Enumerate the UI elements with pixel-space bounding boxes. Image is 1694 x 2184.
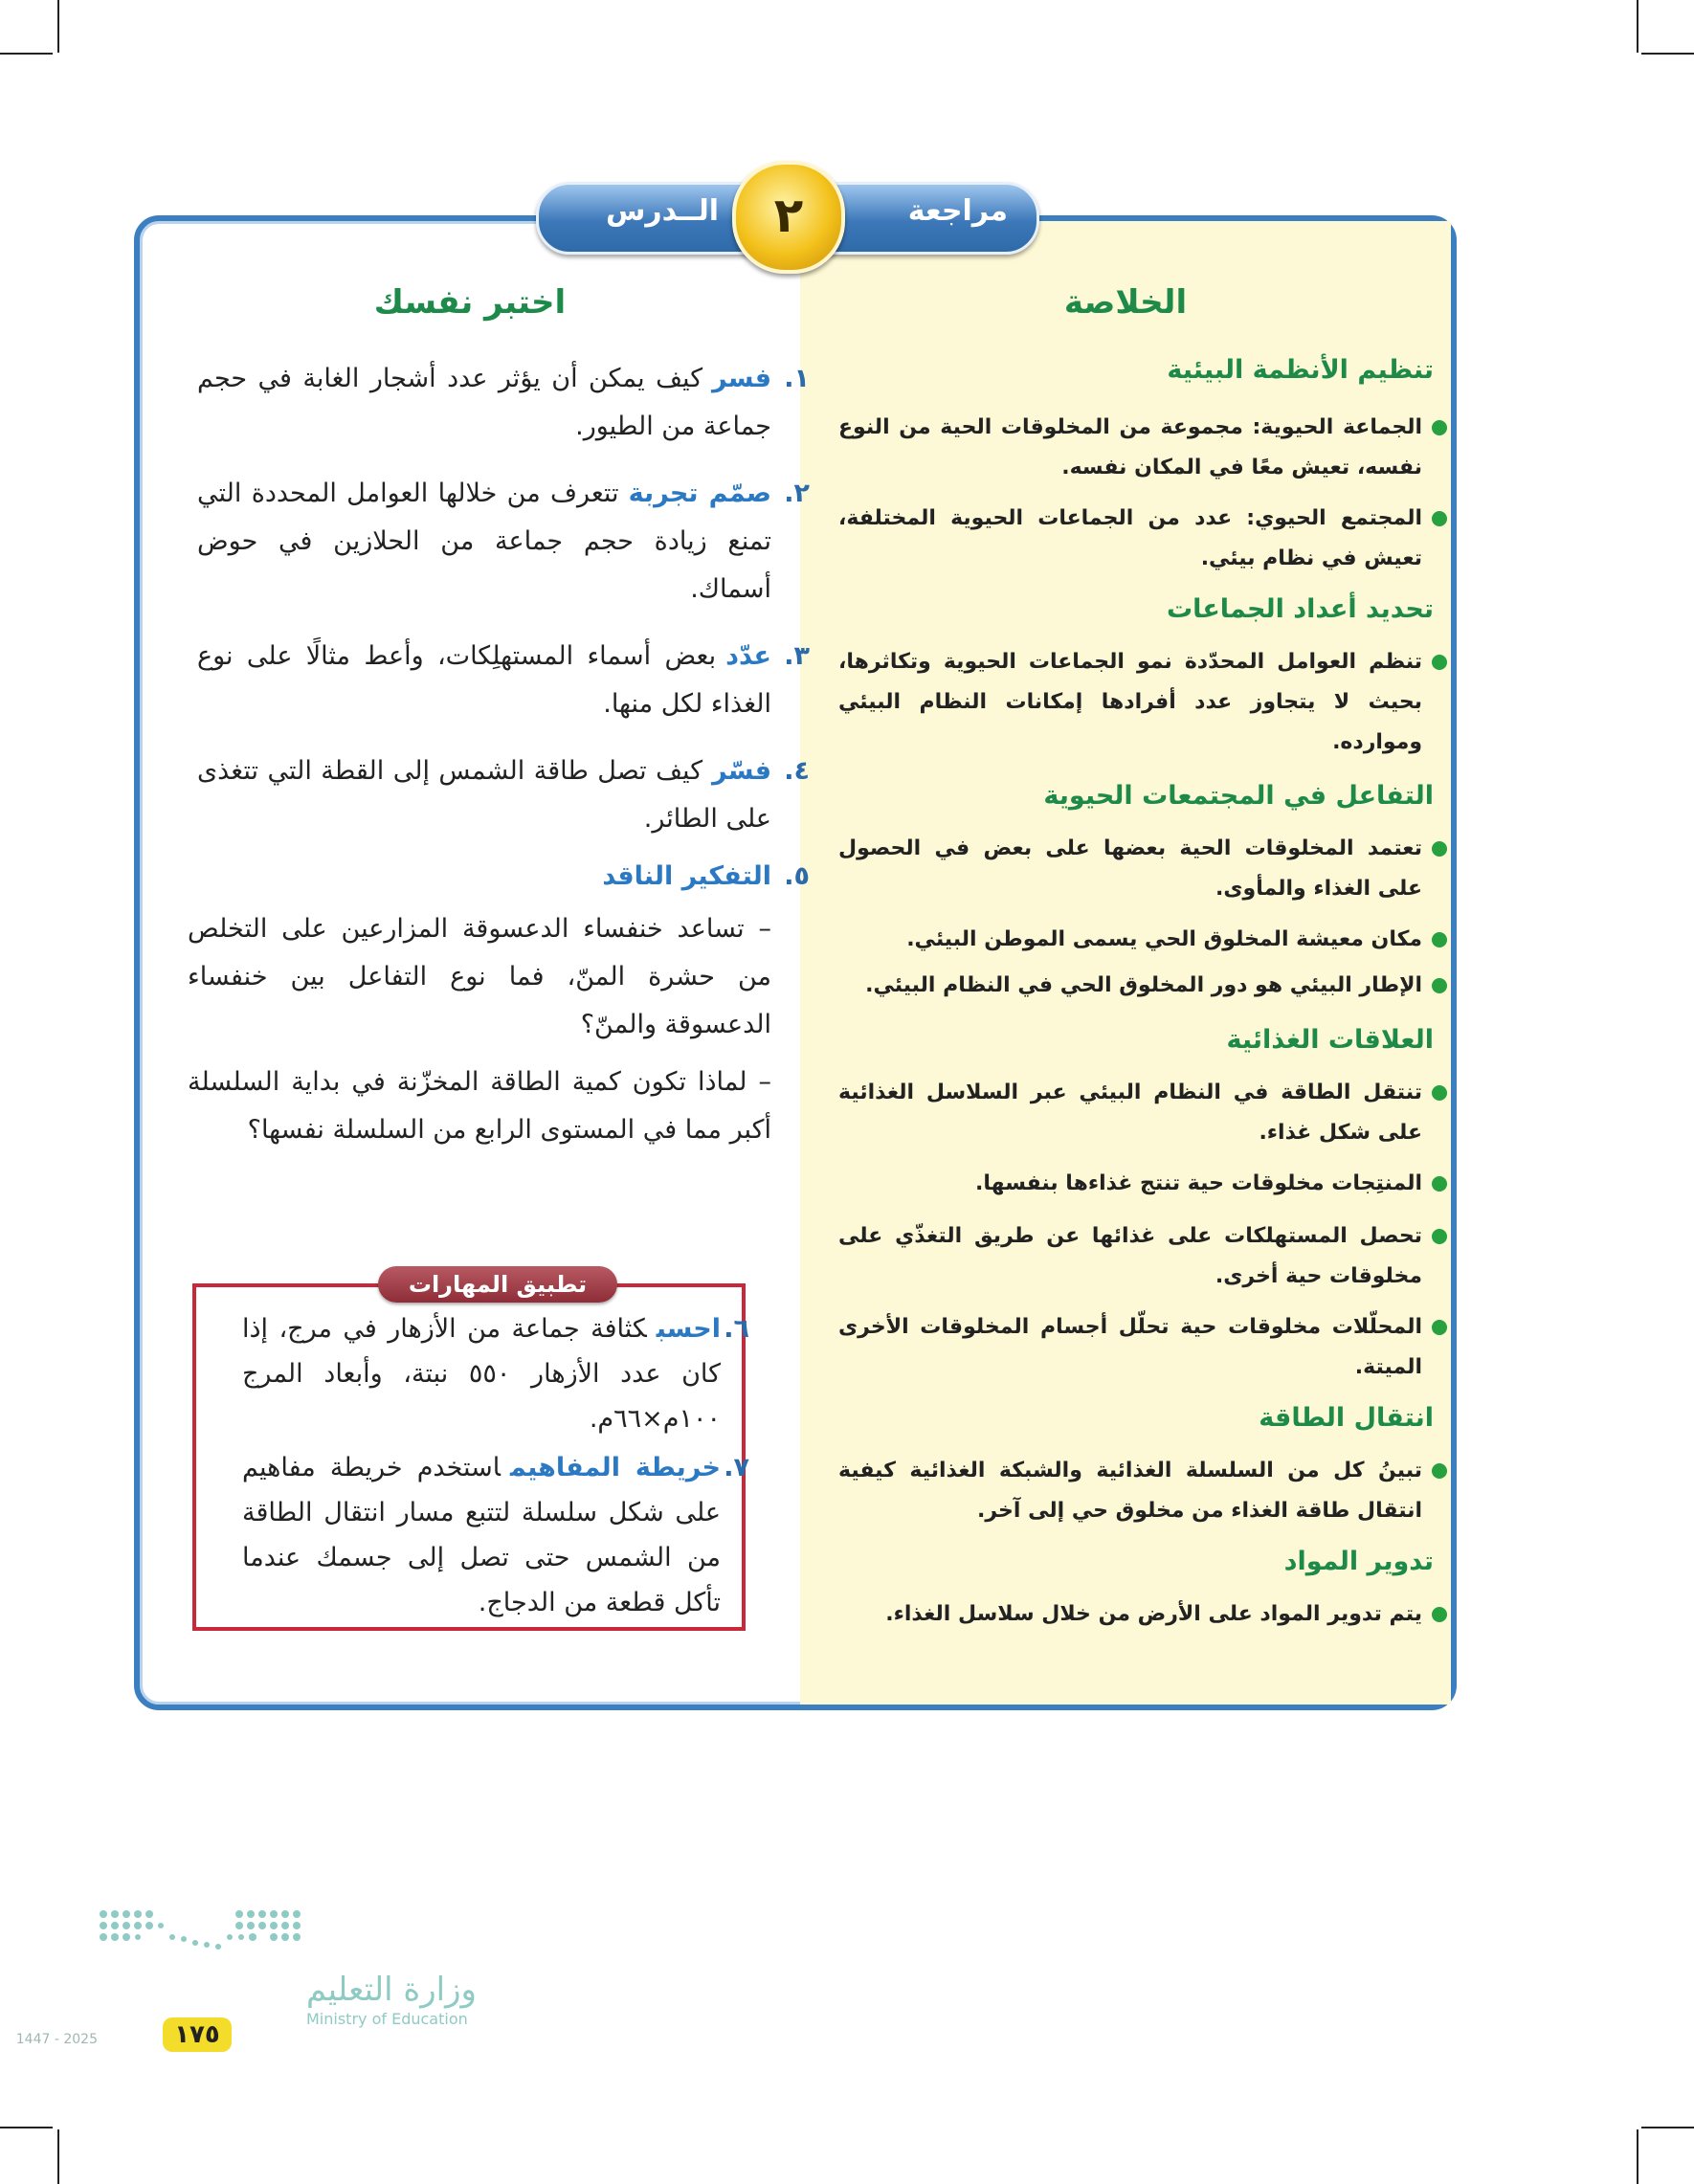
section-heading: انتقال الطاقة xyxy=(1259,1403,1434,1433)
bullet-dot-icon xyxy=(1432,1463,1447,1479)
self-test-title: اختبر نفسك xyxy=(373,283,567,322)
bullet-dot-icon xyxy=(1432,1320,1447,1335)
section-heading: تحديد أعداد الجماعات xyxy=(1167,594,1434,624)
bullet-dot-icon xyxy=(1432,420,1447,435)
section-heading: التفاعل في المجتمعات الحيوية xyxy=(1043,781,1434,811)
critical-thinking-item: – لماذا تكون كمية الطاقة المخزّنة في بداية السلسلة أكبر مما في المستوى الرابع من السلسلة نفسها؟ xyxy=(188,1067,771,1145)
summary-bullet: تبينُ كل من السلسلة الغذائية والشبكة الغذائية كيفية انتقال طاقة الغذاء من مخلوق حي إلى آخر. xyxy=(838,1451,1422,1531)
question-item: ٣. عدّدبعض أسماء المستهلِكات، وأعط مثالًا على نوع الغذاء لكل منها. xyxy=(197,641,810,719)
bullet-dot-icon xyxy=(1432,841,1447,857)
crop-mark xyxy=(57,2129,59,2184)
bullet-dot-icon xyxy=(1432,1176,1447,1192)
crop-mark xyxy=(1641,2127,1694,2128)
skills-tab: تطبيق المهارات xyxy=(378,1266,617,1303)
bullet-dot-icon xyxy=(1432,932,1447,947)
critical-thinking-item: – تساعد خنفساء الدعسوقة المزارعين على التخلص من حشرة المنّ، فما نوع التفاعل بين خنفساء الدعسوقة والمنّ؟ xyxy=(188,914,771,1039)
svg-text:وزارة التعليم: وزارة التعليم xyxy=(306,1971,477,2009)
summary-title: الخلاصة xyxy=(1063,283,1188,322)
question-item: ٤. فسّركيف تصل طاقة الشمس إلى القطة التي تتغذى على الطائر. xyxy=(197,756,810,834)
summary-bullet: تحصل المستهلكات على غذائها عن طريق التغذّي على مخلوقات حية أخرى. xyxy=(838,1216,1422,1297)
summary-bullet: الإطار البيئي هو دور المخلوق الحي في النظام البيئي. xyxy=(838,966,1422,1006)
skills-question: ٧. خريطة المفاهيماستخدم خريطة مفاهيم على شكل سلسلة لتتبع مسار انتقال الطاقة من الشمس حتى تصل إلى جسمك عندما تأكل قطعة من الدجاج. xyxy=(242,1453,749,1617)
bullet-dot-icon xyxy=(1432,511,1447,526)
summary-bullet: تنتقل الطاقة في النظام البيئي عبر السلاسل الغذائية على شكل غذاء. xyxy=(838,1073,1422,1153)
crop-mark xyxy=(0,2127,53,2128)
page-number: ١٧٥ xyxy=(163,2017,232,2052)
bullet-dot-icon xyxy=(1432,978,1447,993)
summary-panel xyxy=(800,221,1451,1705)
banner-review-label: مراجعة xyxy=(907,194,1008,228)
skills-question: ٦. احسبكثافة جماعة من الأزهار في مرج، إذا كان عدد الأزهار ٥٥٠ نبتة، وأبعاد المرج ١٠٠م×٦٦م. xyxy=(242,1314,749,1434)
section-heading: تدوير المواد xyxy=(1283,1547,1434,1576)
crop-mark xyxy=(1637,0,1638,53)
bullet-dot-icon xyxy=(1432,1607,1447,1622)
summary-bullet: المجتمع الحيوي: عدد من الجماعات الحيوية المختلفة، تعيش في نظام بيئي. xyxy=(838,499,1422,579)
skills-application-box xyxy=(192,1271,749,1631)
bullet-dot-icon xyxy=(1432,1085,1447,1101)
summary-bullet: الجماعة الحيوية: مجموعة من المخلوقات الحية من النوع نفسه، تعيش معًا في المكان نفسه. xyxy=(838,408,1422,488)
lesson-number-badge: ٢ xyxy=(732,161,845,274)
crop-mark xyxy=(57,0,59,53)
bullet-dot-icon xyxy=(1432,1229,1447,1244)
banner-lesson-label: الــدرس xyxy=(606,194,720,228)
question-item: ٢. صمّم تجربةتتعرف من خلالها العوامل المحددة التي تمنع زيادة حجم جماعة من الحلازين في حوض أسماك. xyxy=(197,479,810,604)
summary-bullet: المحلّلات مخلوقات حية تحلّل أجسام المخلوقات الأخرى الميتة. xyxy=(838,1307,1422,1388)
section-heading: العلاقات الغذائية xyxy=(1226,1025,1434,1055)
question-item: ٥. التفكير الناقد xyxy=(602,861,810,891)
summary-bullet: تعتمد المخلوقات الحية بعضها على بعض في الحصول على الغذاء والمأوى. xyxy=(838,829,1422,909)
crop-mark xyxy=(1637,2129,1638,2184)
bullet-dot-icon xyxy=(1432,655,1447,670)
summary-bullet: مكان معيشة المخلوق الحي يسمى الموطن البيئي. xyxy=(838,920,1422,960)
summary-bullet: تنظم العوامل المحدّدة نمو الجماعات الحيوية وتكاثرها، بحيث لا يتجاوز عدد أفرادها إمكانات النظام البيئي وموارده. xyxy=(838,642,1422,763)
svg-text:2025 - 1447: 2025 - 1447 xyxy=(15,2032,98,2047)
question-item: ١. فسركيف يمكن أن يؤثر عدد أشجار الغابة في حجم جماعة من الطيور. xyxy=(197,364,810,441)
crop-mark xyxy=(1641,53,1694,55)
summary-bullet: يتم تدوير المواد على الأرض من خلال سلاسل الغذاء. xyxy=(838,1594,1422,1635)
crop-mark xyxy=(0,53,53,55)
self-test-panel xyxy=(140,221,810,1705)
summary-bullet: المنتِجات مخلوقات حية تنتج غذاءها بنفسها. xyxy=(838,1164,1422,1204)
svg-text:Ministry of Education: Ministry of Education xyxy=(306,2010,468,2028)
lesson-review-box xyxy=(134,215,1457,1710)
section-heading: تنظيم الأنظمة البيئية xyxy=(1167,355,1434,385)
